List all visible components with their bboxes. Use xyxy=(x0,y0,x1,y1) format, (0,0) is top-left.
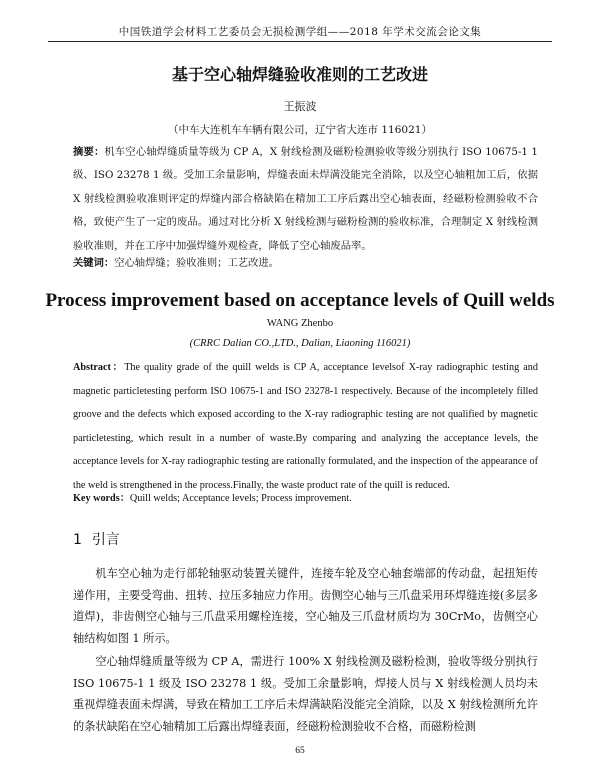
chinese-abstract-label: 摘要： xyxy=(73,146,105,158)
chinese-abstract xyxy=(73,141,538,258)
chinese-author: 王振波 xyxy=(283,100,317,113)
english-author: WANG Zhenbo xyxy=(266,318,334,329)
section-number: 1 xyxy=(73,532,82,548)
section-title: 引言 xyxy=(91,532,120,548)
body-paragraph-1: 机车空心轴为走行部轮轴驱动装置关键件，连接车轮及空心轴套端部的传动盘，起扭矩传递作用，主要受弯曲、扭转、拉压多轴应力作用。齿侧空心轴与三爪盘采用环焊缝连接(多层多道焊)，非齿侧空心轴与三爪盘采用螺栓连接，空心轴及三爪盘材质均为 30CrMo，齿侧空心轴结构如图 1 所示。 xyxy=(73,567,538,645)
english-keywords-label: Key words： xyxy=(73,493,130,504)
page-number: 65 xyxy=(295,746,305,756)
header-rule xyxy=(48,41,552,42)
running-head: 中国铁道学会材料工艺委员会无损检测学组——2018 年学术交流会论文集 xyxy=(118,26,482,38)
english-abstract-label: Abstract： xyxy=(73,362,125,373)
english-keywords-text: Quill welds; Acceptance levels; Process improvement. xyxy=(129,493,352,504)
chinese-abstract-text: 机车空心轴焊缝质量等级为 CP A，X 射线检测及磁粉检测验收等级分别执行 ISO 10675-1 1 级、ISO 23278 1 级。受加工余量影响，焊缝表面未焊满没能完全消除，以及空心轴粗加工后，依据 X 射线检测验收准则评定的焊缝内部合格缺陷在精加工工序后露出空心轴表面，经磁粉检测验收不合格，致使产生了一定的废品。通过对比分析 X 射线检测与磁粉检测的验收标准，合理制定 X 射线检测验收准则，并在工序中加强焊缝外观检查，降低了空心轴废品率。 xyxy=(73,146,538,252)
body-paragraph-2: 空心轴焊缝质量等级为 CP A，需进行 100% X 射线检测及磁粉检测，验收等级分别执行 ISO 10675-1 1 级及 ISO 23278 1 级。受加工余量影响，焊接人员与 X 射线检测人员均未重视焊缝表面未焊满，导致在精加工工序后未焊满缺陷没能完全消除，以及 X 射线检测所允许的条状缺陷在空心轴精加工后露出焊缝表面，经磁粉检测验收不合格，而磁粉检测 xyxy=(73,655,538,733)
chinese-keywords-label: 关键词： xyxy=(73,257,115,269)
chinese-keywords-text: 空心轴焊缝；验收准则；工艺改进。 xyxy=(114,257,279,269)
chinese-keywords xyxy=(73,254,538,269)
english-affiliation: (CRRC Dalian CO.,LTD., Dalian, Liaoning 116021) xyxy=(189,338,411,349)
chinese-affiliation: （中车大连机车车辆有限公司，辽宁省大连市 116021） xyxy=(168,124,432,136)
english-abstract xyxy=(73,356,538,498)
english-title: Process improvement based on acceptance levels of Quill welds xyxy=(45,290,555,311)
english-abstract-text: The quality grade of the quill welds is CP A, acceptance levelsof X-ray radiographic testing and magnetic particletesting perform ISO 10675-1 and ISO 23278-1 respectively. Because of the incompletely filled groove and the defects which exposed according to the X-ray radiographic testing are not qualified by magnetic particletesting, which result in a number of waste.By comparing and analyzing the acceptance levels, the acceptance levels for X-ray radiographic testing are rationally formulated, and the inspection of the appearance of the weld is strengthened in the process.Finally, the waste product rate of the quill is reduced. xyxy=(73,362,538,491)
english-keywords xyxy=(73,489,538,504)
chinese-title: 基于空心轴焊缝验收准则的工艺改进 xyxy=(171,65,428,84)
section-heading xyxy=(73,529,130,549)
